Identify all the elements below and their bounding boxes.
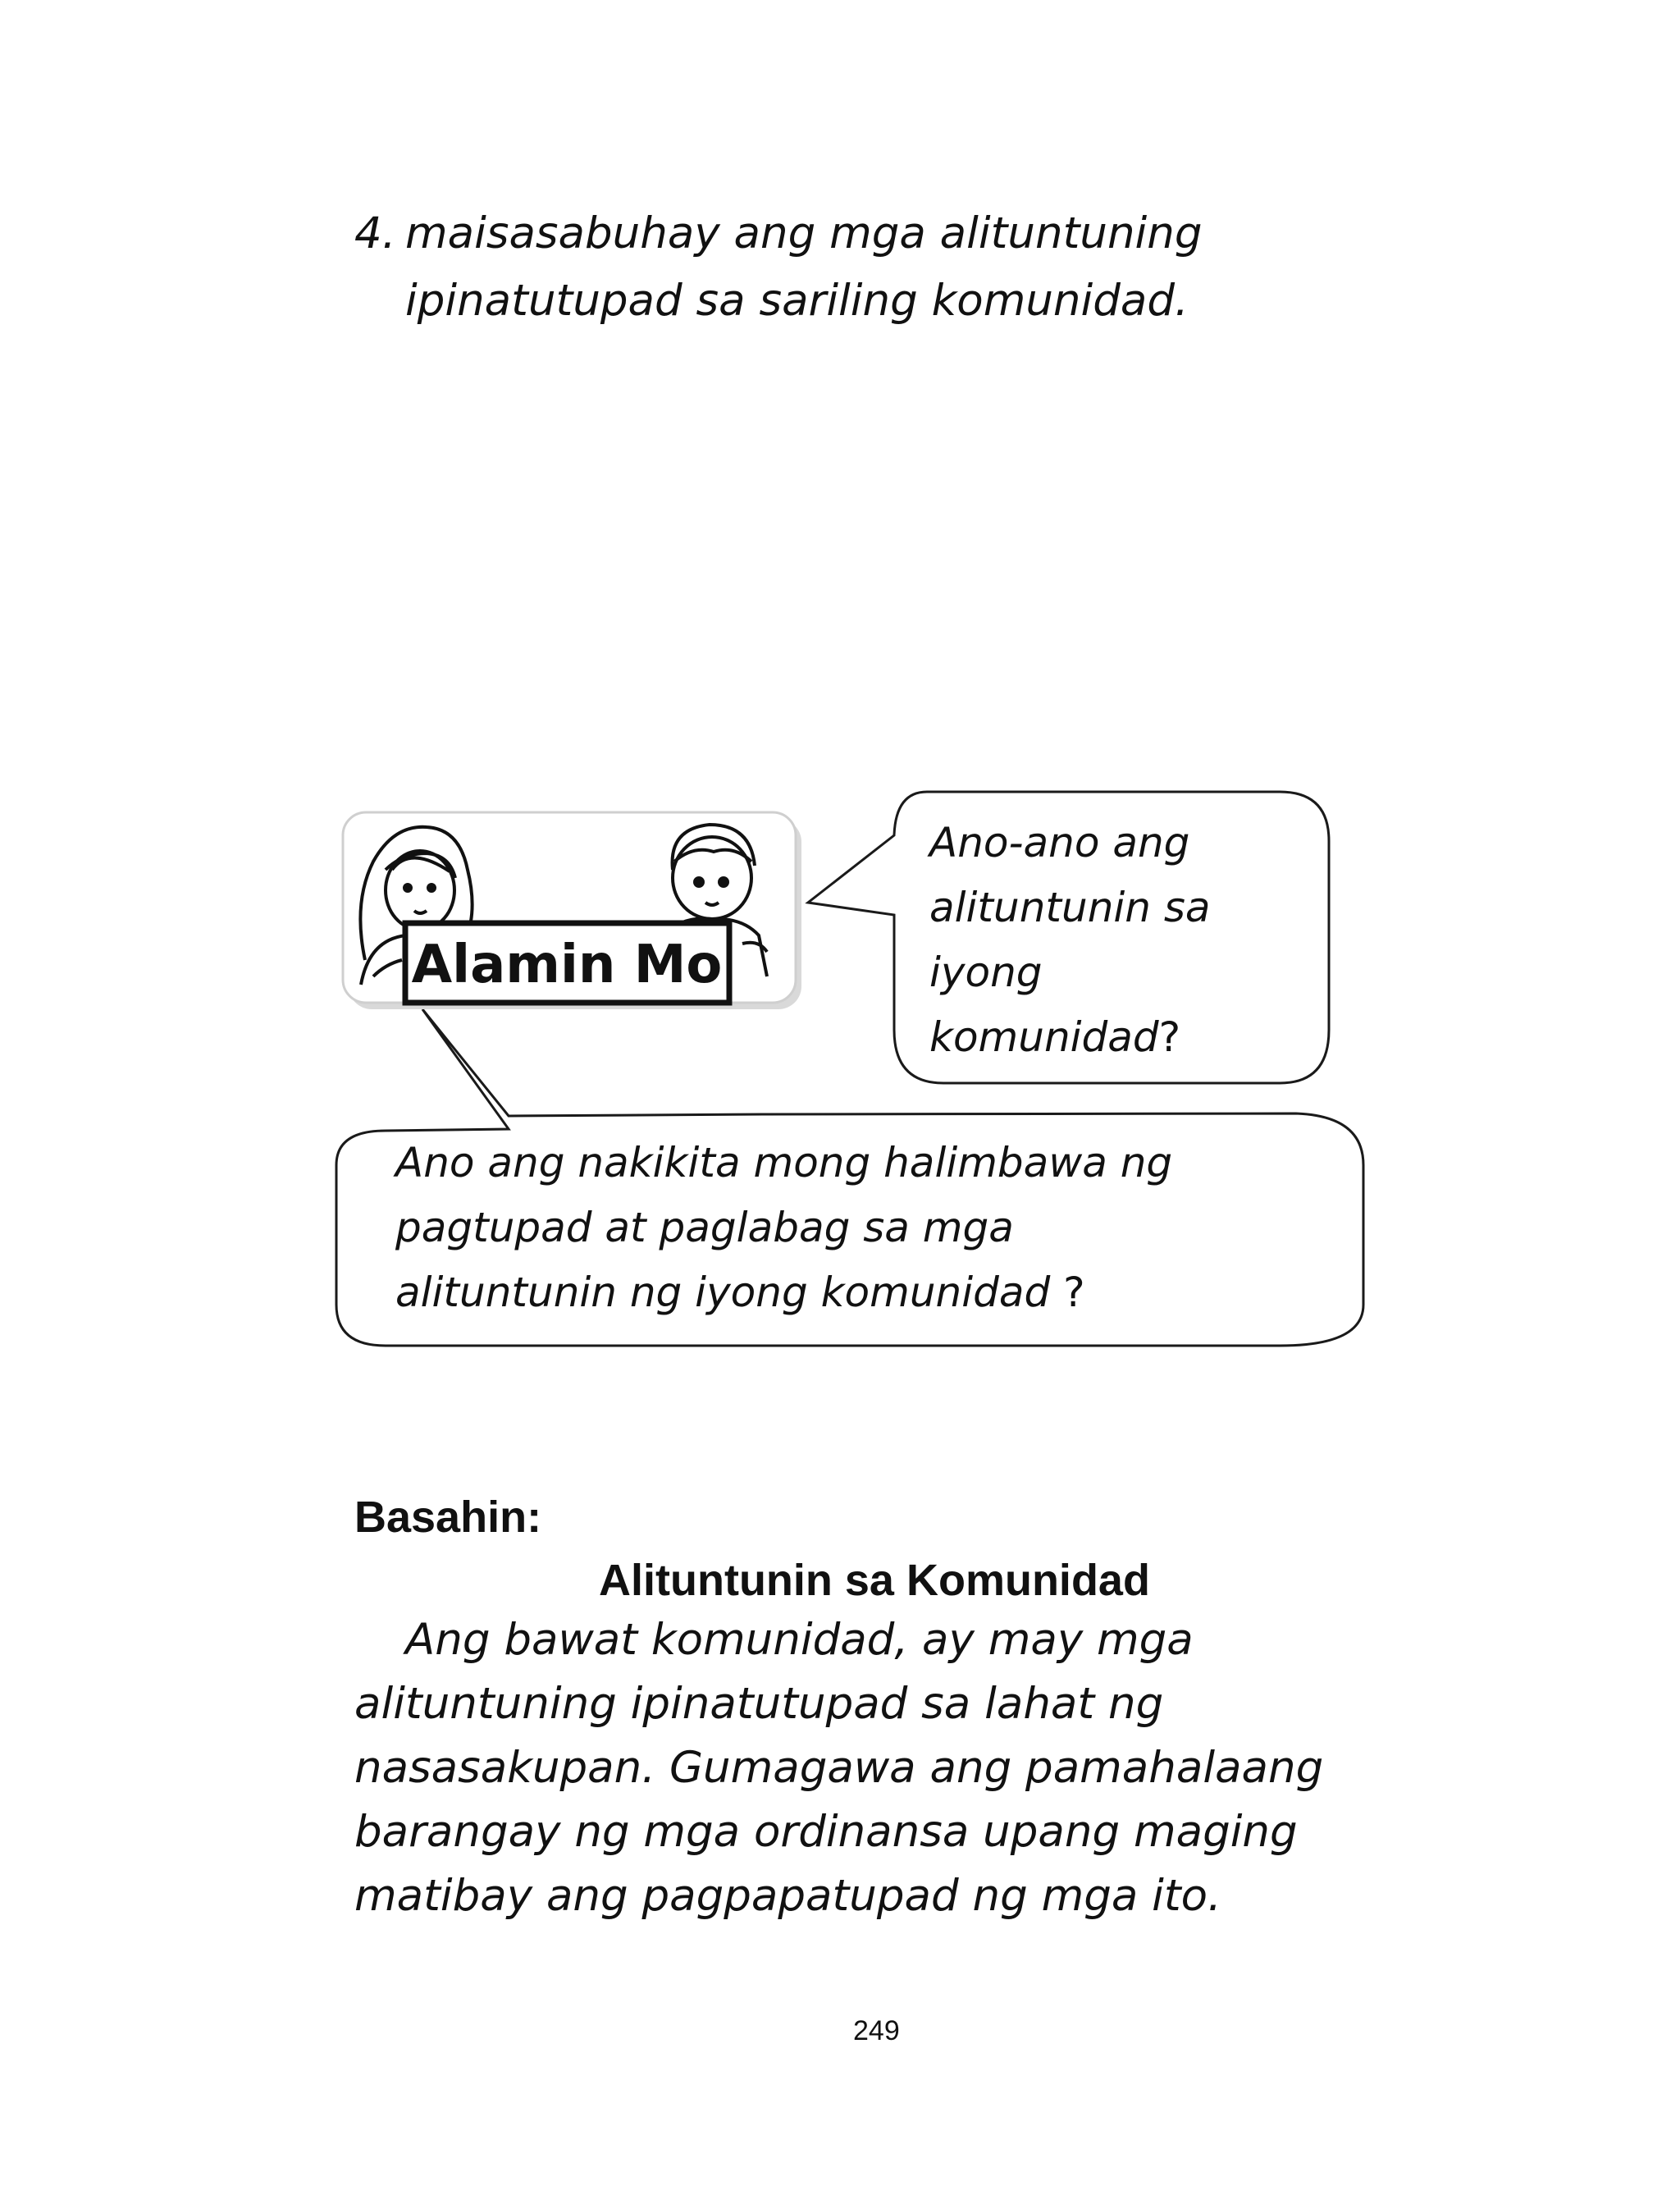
paragraph-line: nasasakupan. Gumagawa ang pamahalaang xyxy=(354,1743,1324,1793)
reading-title: Alituntunin sa Komunidad xyxy=(599,1556,1150,1605)
paragraph-line: Ang bawat komunidad, ay may mga xyxy=(405,1615,1194,1665)
bottom-bubble-line-last xyxy=(395,1260,1085,1325)
objective-line: maisasabuhay ang mga alituntuning xyxy=(405,208,1203,258)
right-bubble-line: iyong xyxy=(929,949,1043,996)
bottom-bubble-line: Ano ang nakikita mong halimbawa ng xyxy=(395,1139,1173,1186)
paragraph-line: alituntuning ipinatutupad sa lahat ng xyxy=(354,1679,1164,1729)
page-number: 249 xyxy=(853,2015,900,2046)
paragraph-line: matibay ang pagpapatupad ng mga ito. xyxy=(354,1871,1221,1921)
question-mark: ? xyxy=(1158,1013,1181,1061)
reading-label: Basahin: xyxy=(354,1493,542,1542)
right-bubble-line: Ano-ano ang xyxy=(929,819,1190,866)
question-mark: ? xyxy=(1050,1269,1085,1316)
objective-number: 4. xyxy=(354,208,396,258)
right-bubble-word: komunidad xyxy=(929,1013,1159,1061)
alamin-mo-banner xyxy=(343,812,801,1009)
bottom-bubble-words: alituntunin ng iyong komunidad xyxy=(395,1269,1051,1316)
objective-line: ipinatutupad sa sariling komunidad. xyxy=(405,276,1189,326)
banner-label: Alamin Mo xyxy=(411,935,723,995)
right-bubble-line: alituntunin sa xyxy=(929,884,1211,931)
bottom-bubble-line: pagtupad at paglabag sa mga xyxy=(395,1204,1014,1251)
right-bubble-line-last xyxy=(929,1005,1180,1070)
paragraph-line: barangay ng mga ordinansa upang maging xyxy=(354,1807,1298,1857)
